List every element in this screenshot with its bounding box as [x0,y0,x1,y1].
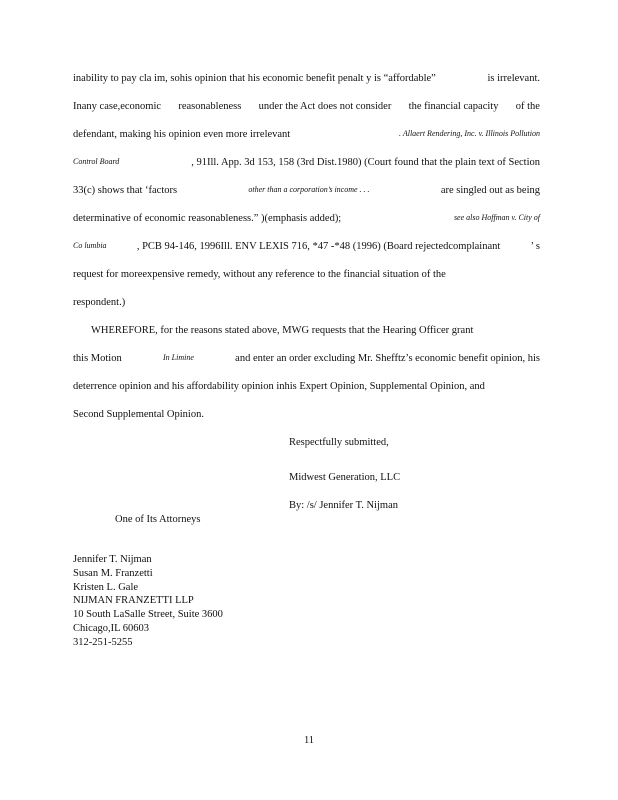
paragraph-line-4 [73,157,540,168]
text-segment: Inany case,economic [73,101,162,112]
text-segment: under the Act does not consider [258,101,392,112]
paragraph-line-8 [73,269,540,280]
attorney-role: One of Its Attorneys [115,514,201,525]
text-segment: Second Supplemental Opinion. [73,409,204,420]
case-citation: see also Hoffman v. City of [453,213,540,222]
case-citation: . Allaert Rendering, Inc. v. Illinois Pollution [398,129,540,138]
counsel-line: NIJMAN FRANZETTI LLP [73,595,194,607]
counsel-line: Jennifer T. Nijman [73,554,152,565]
text-segment: and enter an order excluding Mr. Shefftz’s economic benefit opinion, his [235,353,540,364]
text-segment: , PCB 94-146, 1996Ill. ENV LEXIS 716, *47 -*48 (1996) (Board rejectedcomplainant [136,241,501,252]
text-segment: is irrelevant. [487,73,540,84]
case-citation: Control Board [73,157,120,166]
text-segment: the financial capacity [408,101,499,112]
latin-term: In Limine [163,353,194,362]
paragraph-line-5 [73,185,540,196]
page-number: 11 [303,735,315,746]
text-segment: WHEREFORE, for the reasons stated above, MWG requests that the Hearing Officer grant [91,325,474,336]
counsel-line: Chicago,IL 60603 [73,622,150,634]
text-segment: determinative of economic reasonableness.” )(emphasis added); [73,213,342,224]
text-segment: ’ s [530,241,540,252]
text-segment: deterrence opinion and his affordability opinion inhis Expert Opinion, Supplemental Opinion, and [73,381,485,392]
text-segment: of the [515,101,540,112]
quoted-italic: other than a corporation’s income . . . [248,185,370,194]
counsel-block [73,553,223,650]
text-segment: 33(c) shows that ‘factors [73,185,178,196]
text-segment: this Motion [73,353,122,364]
counsel-line: 312-251-5255 [73,636,133,648]
case-citation: Co lumbia [73,241,107,250]
text-segment: are singled out as being [440,185,540,196]
company-name: Midwest Generation, LLC [289,472,401,483]
text-segment: request for moreexpensive remedy, without any reference to the financial situation of the [73,269,446,280]
wherefore-line-2 [73,353,540,364]
paragraph-line-2 [73,101,540,112]
text-segment: , 91Ill. App. 3d 153, 158 (3rd Dist.1980) (Court found that the plain text of Section [191,157,540,168]
text-segment: inability to pay cla im, sohis opinion that his economic benefit penalt y is “affordable” [73,73,436,84]
text-segment: reasonableness [178,101,242,112]
text-segment: defendant, making his opinion even more irrelevant [73,129,291,140]
paragraph-line-7 [73,241,540,252]
text-segment: respondent.) [73,297,126,308]
counsel-line: 10 South LaSalle Street, Suite 3600 [73,609,223,621]
signature-by: By: /s/ Jennifer T. Nijman [289,500,398,511]
closing: Respectfully submitted, [289,437,389,448]
wherefore-line-1 [91,325,540,336]
wherefore-line-3 [73,381,540,392]
paragraph-line-6 [73,213,540,224]
counsel-line: Kristen L. Gale [73,581,139,593]
wherefore-line-4 [73,409,540,420]
paragraph-line-1 [73,73,540,84]
paragraph-line-9 [73,297,540,308]
paragraph-line-3 [73,129,540,140]
counsel-line: Susan M. Franzetti [73,567,153,579]
